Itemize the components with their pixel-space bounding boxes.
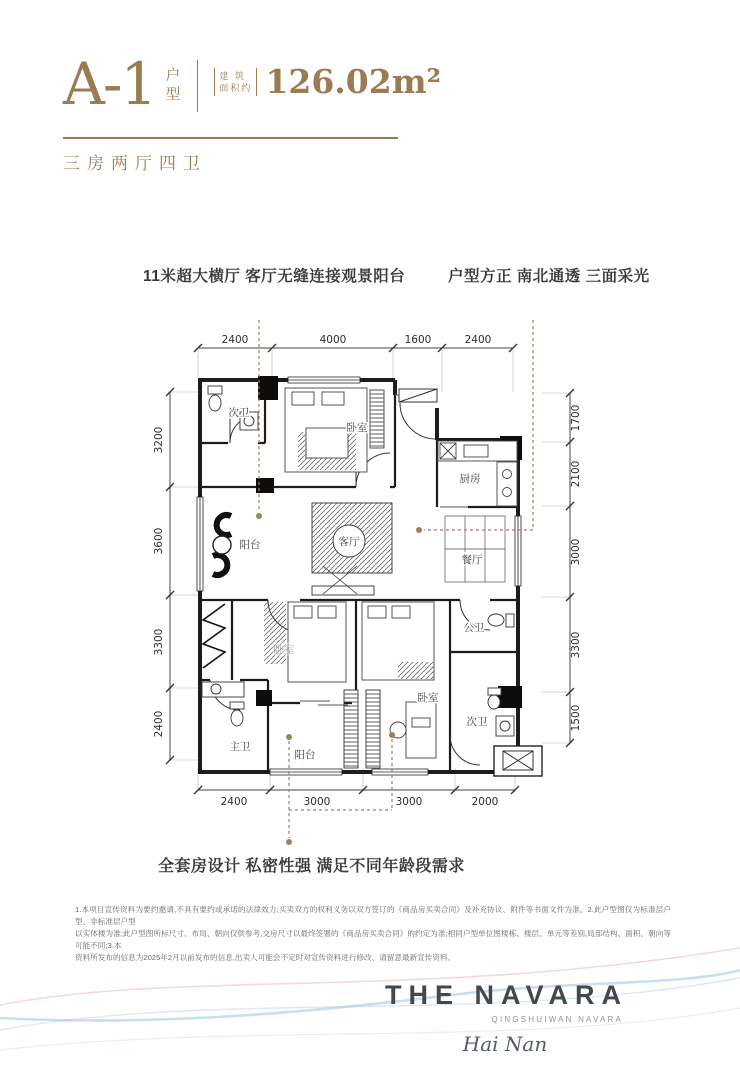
furniture-balcony-left: [213, 515, 231, 575]
room-label-balcony-bottom: 阳台: [294, 749, 316, 761]
dim-top-1: 2400: [221, 334, 249, 346]
elevator-shaft: [494, 746, 542, 776]
dim-bottom-3: 3000: [395, 796, 423, 808]
decorative-waves: [0, 930, 740, 1090]
callout-dot: [256, 513, 262, 519]
dim-left-2: 3600: [153, 527, 165, 555]
room-label-bath2-bottom: 次卫: [466, 716, 488, 728]
area-label-bottom: 面积约: [219, 82, 253, 93]
room-label-bath-master: 主卫: [229, 741, 251, 753]
dim-right-3: 3000: [570, 538, 582, 566]
dim-bottom-4: 2000: [471, 796, 499, 808]
room-label-bedroom-top: 卧室: [346, 422, 368, 434]
wardrobe-strips: [344, 690, 380, 768]
room-label-bedroom-mid: 卧室: [273, 644, 295, 656]
furniture-bedroom-top: [285, 388, 384, 472]
room-label-bath2-top: 次卫: [228, 407, 250, 419]
furniture-living: [312, 503, 392, 595]
area-value: 126.02m²: [265, 62, 442, 101]
brand-name: THE NAVARA: [385, 980, 628, 1010]
dim-top-3: 1600: [404, 334, 432, 346]
furniture-bedroom-mid: [264, 602, 346, 682]
callout-dot: [286, 839, 292, 845]
room-label-balcony-left: 阳台: [239, 539, 261, 551]
header: [63, 52, 441, 116]
header-rule: [63, 137, 398, 139]
annotation-orientation: 户型方正 南北通透 三面采光: [448, 268, 650, 285]
dim-left-1: 3200: [153, 426, 165, 454]
unit-name: A-1: [63, 50, 156, 118]
callout-dot: [286, 734, 292, 740]
room-label-bath-public: 公卫: [463, 622, 485, 634]
room-label-bedroom-right: 卧室: [417, 692, 439, 704]
furniture-dining: [445, 516, 505, 582]
brand-subtitle: QINGSHUIWAN NAVARA: [491, 1015, 623, 1024]
dim-bottom-2: 3000: [303, 796, 331, 808]
dim-left-3: 3300: [153, 628, 165, 656]
unit-type-char-bottom: 型: [165, 86, 182, 103]
room-label-living: 客厅: [338, 536, 360, 548]
area-label-top: 建 筑: [219, 70, 246, 81]
dim-top-4: 2400: [464, 334, 492, 346]
area-wrap: [214, 62, 441, 101]
room-label-kitchen: 厨房: [459, 473, 481, 485]
area-label: [214, 68, 257, 96]
dim-right-5: 1500: [570, 704, 582, 732]
annotation-living-hall: 11米超大横厅 客厅无缝连接观景阳台: [143, 268, 406, 285]
header-divider: [197, 60, 198, 112]
annotation-suites: 全套房设计 私密性强 满足不同年龄段需求: [158, 858, 465, 875]
dim-right-4: 3300: [570, 631, 582, 659]
callout-dot: [416, 527, 422, 533]
dim-top-2: 4000: [319, 334, 347, 346]
brand-location: Hai Nan: [462, 1032, 548, 1056]
disclaimer-line-3: 资料所发布的信息为2025年2月以前发布的信息,出卖人可能会不定时对宣传资料进行修改、请留意最新宣传资料。: [75, 953, 456, 962]
brand-block: [385, 980, 628, 1056]
room-label-dining: 餐厅: [461, 554, 483, 566]
dim-right-1: 1700: [570, 404, 582, 432]
dim-left-4: 2400: [153, 710, 165, 738]
floorplan-drawing: [130, 320, 640, 850]
closet-zigzag: [203, 604, 225, 668]
disclaimer-line-1: 1.本项目宣传资料为要约邀请,不具有要约或承诺的法律效力;买卖双方的权利义务以双方签订的《商品房买卖合同》及补充协议、附件等书面文件为准。2.此户型图仅为标准层户型、非标准层户型: [75, 905, 671, 926]
disclaimer-line-2: 以实体楼为准;此户型图所标尺寸、布局、朝向仅供参考,交房尺寸以最终签署的《商品房买卖合同》的约定为准;相同户型单位图楼栋、楼层、单元等差别,局部结构、面积、朝向等可能不同;3.本: [75, 929, 671, 950]
dim-right-2: 2100: [570, 460, 582, 488]
unit-type-label: [165, 66, 181, 104]
callout-dot: [389, 732, 395, 738]
layout-description: 三房两厅四卫: [63, 154, 207, 173]
dim-bottom-1: 2400: [220, 796, 248, 808]
unit-type-char-top: 户: [165, 67, 182, 84]
